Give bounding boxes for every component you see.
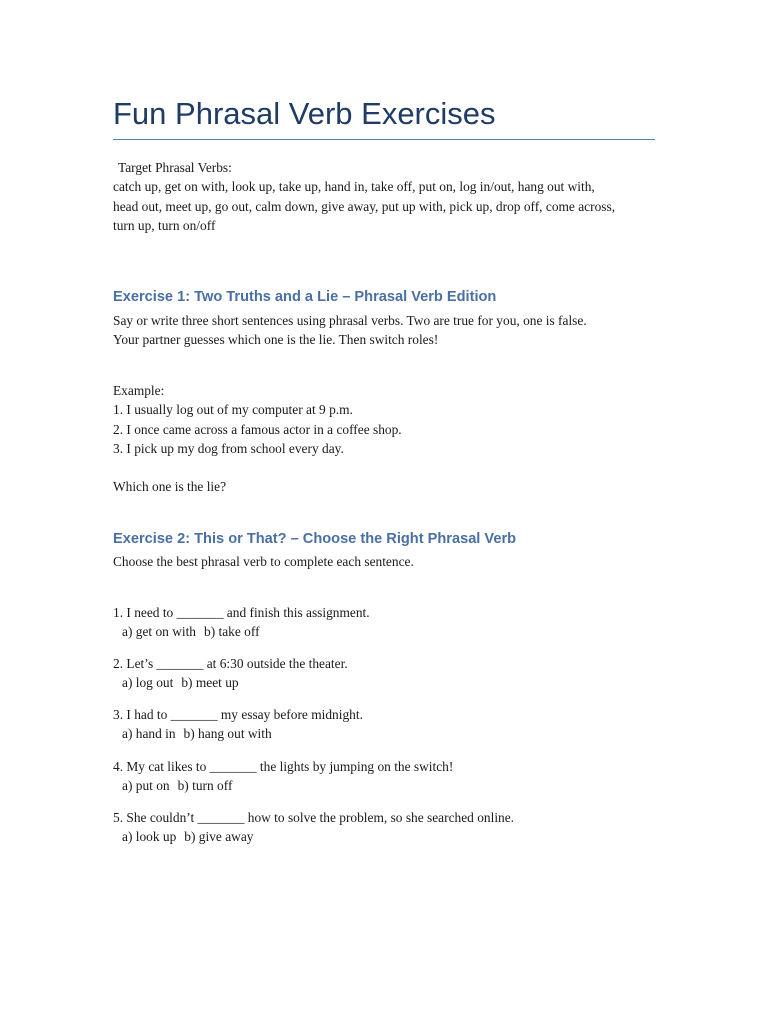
option-a: a) get on with: [122, 624, 197, 640]
exercise-1-heading: Exercise 1: Two Truths and a Lie – Phrasal Verb Edition: [113, 289, 497, 305]
exercise-2-instructions: [113, 552, 655, 571]
document-title: Fun Phrasal Verb Exercises: [113, 96, 496, 131]
exercise-2-item-1: [113, 603, 655, 642]
example-sentence: 2. I once came across a famous actor in a coffee shop.: [113, 421, 402, 437]
target-verbs-label: Target Phrasal Verbs:: [118, 160, 232, 175]
exercise-2-item-3: [113, 705, 655, 744]
option-a: a) log out: [122, 675, 174, 691]
title-underline: [113, 139, 655, 140]
item-question: 3. I had to _______ my essay before midnight.: [113, 707, 363, 722]
item-question: 1. I need to _______ and finish this assignment.: [113, 605, 370, 620]
option-b: b) give away: [184, 829, 254, 845]
exercise-2-item-2: [113, 654, 655, 693]
instruction-line: Choose the best phrasal verb to complete each sentence.: [113, 554, 414, 569]
option-b: b) turn off: [177, 778, 233, 794]
option-b: b) meet up: [181, 675, 239, 691]
exercise-1-example: [113, 381, 655, 458]
instruction-line: Your partner guesses which one is the lie. Then switch roles!: [113, 332, 439, 348]
example-sentence: 3. I pick up my dog from school every day.: [113, 440, 344, 456]
option-a: a) hand in: [122, 726, 176, 742]
lie-question: Which one is the lie?: [113, 479, 227, 494]
target-verbs-line: turn up, turn on/off: [113, 217, 216, 233]
item-question: 2. Let’s _______ at 6:30 outside the theater.: [113, 656, 348, 671]
exercise-1-question: [113, 477, 655, 496]
item-options: [113, 776, 655, 795]
item-options: [113, 622, 655, 641]
item-options: [113, 827, 655, 846]
target-verbs-block: [113, 158, 655, 235]
example-sentence: 1. I usually log out of my computer at 9 p.m.: [113, 402, 353, 418]
item-options: [113, 673, 655, 692]
instruction-line: Say or write three short sentences using phrasal verbs. Two are true for you, one is false.: [113, 313, 587, 328]
exercise-2-heading: Exercise 2: This or That? – Choose the Right Phrasal Verb: [113, 531, 517, 547]
item-options: [113, 724, 655, 743]
example-label: Example:: [113, 383, 165, 398]
target-verbs-line: head out, meet up, go out, calm down, give away, put up with, pick up, drop off, come across,: [113, 198, 616, 214]
exercise-2-item-5: [113, 808, 655, 847]
target-verbs-line: catch up, get on with, look up, take up, hand in, take off, put on, log in/out, hang out with,: [113, 179, 595, 195]
exercise-2-item-4: [113, 757, 655, 796]
option-b: b) take off: [204, 624, 260, 640]
option-a: a) look up: [122, 829, 177, 845]
option-a: a) put on: [122, 778, 170, 794]
option-b: b) hang out with: [183, 726, 272, 742]
exercise-1-instructions: [113, 311, 655, 350]
item-question: 4. My cat likes to _______ the lights by jumping on the switch!: [113, 759, 454, 774]
item-question: 5. She couldn’t _______ how to solve the problem, so she searched online.: [113, 810, 515, 825]
